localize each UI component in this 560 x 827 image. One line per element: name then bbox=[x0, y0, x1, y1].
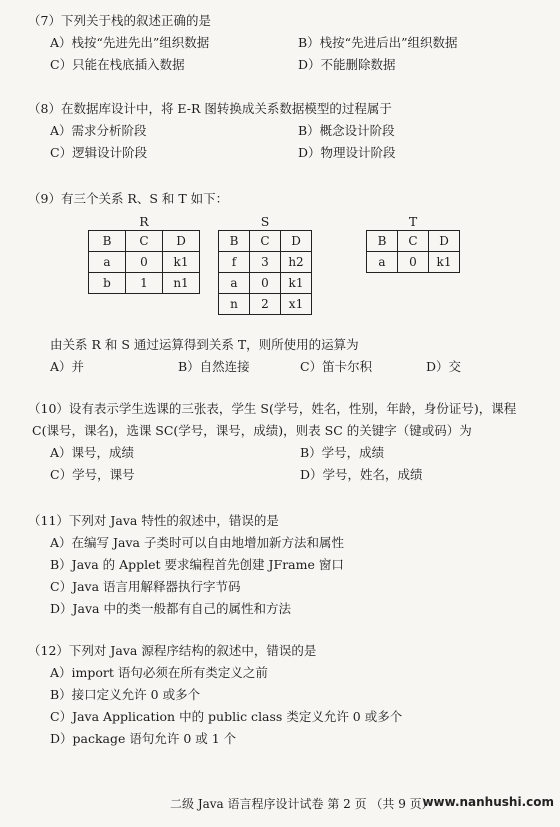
question-10-stem-line-2: C(课号，课名)，选课 SC(学号，课号，成绩)，则表 SC 的关键字（键或码）为 bbox=[32, 423, 472, 438]
question-11-option-c: C）Java 语言用解释器执行字节码 bbox=[50, 579, 241, 594]
table-cell: f bbox=[219, 252, 250, 273]
table-cell: D bbox=[163, 231, 200, 252]
table-cell: 3 bbox=[250, 252, 281, 273]
table-cell: 0 bbox=[398, 252, 429, 273]
table-row bbox=[89, 273, 200, 294]
table-row bbox=[219, 252, 312, 273]
table-cell: n bbox=[219, 294, 250, 315]
question-7-option-a: A）栈按“先进先出”组织数据 bbox=[50, 35, 210, 50]
table-cell: C bbox=[250, 231, 281, 252]
question-9-text: 由关系 R 和 S 通过运算得到关系 T，则所使用的运算为 bbox=[50, 337, 359, 352]
question-11-stem: （11）下列对 Java 特性的叙述中，错误的是 bbox=[28, 513, 279, 528]
question-8-option-c: C）逻辑设计阶段 bbox=[50, 145, 148, 160]
table-row bbox=[367, 231, 460, 252]
relation-r-table bbox=[88, 230, 200, 294]
table-cell: C bbox=[126, 231, 163, 252]
table-cell: n1 bbox=[163, 273, 200, 294]
question-7-option-c: C）只能在栈底插入数据 bbox=[50, 57, 185, 72]
question-7-option-b: B）栈按“先进后出”组织数据 bbox=[298, 35, 458, 50]
question-12-option-b: B）接口定义允许 0 或多个 bbox=[50, 687, 201, 702]
question-12-option-a: A）import 语句必须在所有类定义之前 bbox=[50, 665, 268, 680]
question-9 bbox=[28, 334, 546, 378]
relation-s bbox=[218, 214, 312, 315]
table-row bbox=[219, 273, 312, 294]
question-11-option-d: D）Java 中的类一般都有自己的属性和方法 bbox=[50, 601, 291, 616]
question-11-option-a: A）在编写 Java 子类时可以自由地增加新方法和属性 bbox=[50, 535, 344, 550]
question-9-option-c: C）笛卡尔积 bbox=[300, 359, 373, 374]
question-8-stem: （8）在数据库设计中，将 E-R 图转换成关系数据模型的过程属于 bbox=[28, 101, 392, 116]
question-9-stem-block bbox=[28, 188, 546, 210]
table-cell: B bbox=[219, 231, 250, 252]
table-row bbox=[219, 231, 312, 252]
page-number: 二级 Java 语言程序设计试卷 第 2 页 （共 9 页） bbox=[170, 797, 434, 811]
table-cell: B bbox=[89, 231, 126, 252]
table-cell: 1 bbox=[126, 273, 163, 294]
table-cell: D bbox=[281, 231, 312, 252]
table-cell: a bbox=[89, 252, 126, 273]
table-cell: B bbox=[367, 231, 398, 252]
question-9-stem: （9）有三个关系 R、S 和 T 如下： bbox=[28, 191, 229, 206]
relation-t-table bbox=[366, 230, 460, 273]
table-cell: h2 bbox=[281, 252, 312, 273]
question-9-option-b: B）自然连接 bbox=[178, 359, 250, 374]
question-7 bbox=[28, 10, 546, 76]
table-row bbox=[367, 252, 460, 273]
question-10-stem-line-1: （10）设有表示学生选课的三张表，学生 S(学号，姓名，性别，年龄，身份证号)，课程 bbox=[28, 401, 517, 416]
table-cell: a bbox=[219, 273, 250, 294]
question-10-option-c: C）学号，课号 bbox=[50, 467, 135, 482]
relation-t-title: T bbox=[408, 214, 418, 229]
question-8-option-b: B）概念设计阶段 bbox=[298, 123, 395, 138]
question-9-option-d: D）交 bbox=[426, 359, 462, 374]
table-cell: 0 bbox=[126, 252, 163, 273]
question-12 bbox=[28, 640, 546, 750]
table-row bbox=[89, 252, 200, 273]
question-7-stem: （7）下列关于栈的叙述正确的是 bbox=[28, 13, 211, 28]
table-cell: k1 bbox=[163, 252, 200, 273]
relation-r-title: R bbox=[139, 214, 149, 229]
relation-t bbox=[366, 214, 460, 273]
table-cell: D bbox=[429, 231, 460, 252]
relation-r bbox=[88, 214, 200, 294]
question-10-option-d: D）学号，姓名，成绩 bbox=[300, 467, 423, 482]
question-7-option-d: D）不能删除数据 bbox=[298, 57, 396, 72]
table-cell: C bbox=[398, 231, 429, 252]
table-cell: 0 bbox=[250, 273, 281, 294]
question-8 bbox=[28, 98, 546, 164]
table-row bbox=[89, 231, 200, 252]
question-10 bbox=[28, 398, 546, 486]
site-url: www.nanhushi.com bbox=[422, 795, 554, 809]
question-10-option-b: B）学号，成绩 bbox=[300, 445, 385, 460]
question-8-option-d: D）物理设计阶段 bbox=[298, 145, 396, 160]
table-cell: k1 bbox=[429, 252, 460, 273]
table-cell: 2 bbox=[250, 294, 281, 315]
relation-s-table bbox=[218, 230, 312, 315]
question-8-option-a: A）需求分析阶段 bbox=[50, 123, 147, 138]
question-12-option-c: C）Java Application 中的 public class 类定义允许 0 或多个 bbox=[50, 709, 403, 724]
question-11-option-b: B）Java 的 Applet 要求编程首先创建 JFrame 窗口 bbox=[50, 557, 344, 572]
table-cell: b bbox=[89, 273, 126, 294]
question-12-option-d: D）package 语句允许 0 或 1 个 bbox=[50, 731, 237, 746]
table-cell: x1 bbox=[281, 294, 312, 315]
relation-s-title: S bbox=[260, 214, 270, 229]
table-cell: a bbox=[367, 252, 398, 273]
question-12-stem: （12）下列对 Java 源程序结构的叙述中，错误的是 bbox=[28, 643, 317, 658]
question-9-option-a: A）并 bbox=[50, 359, 85, 374]
question-10-option-a: A）课号，成绩 bbox=[50, 445, 135, 460]
table-row bbox=[219, 294, 312, 315]
question-11 bbox=[28, 510, 546, 620]
table-cell: k1 bbox=[281, 273, 312, 294]
